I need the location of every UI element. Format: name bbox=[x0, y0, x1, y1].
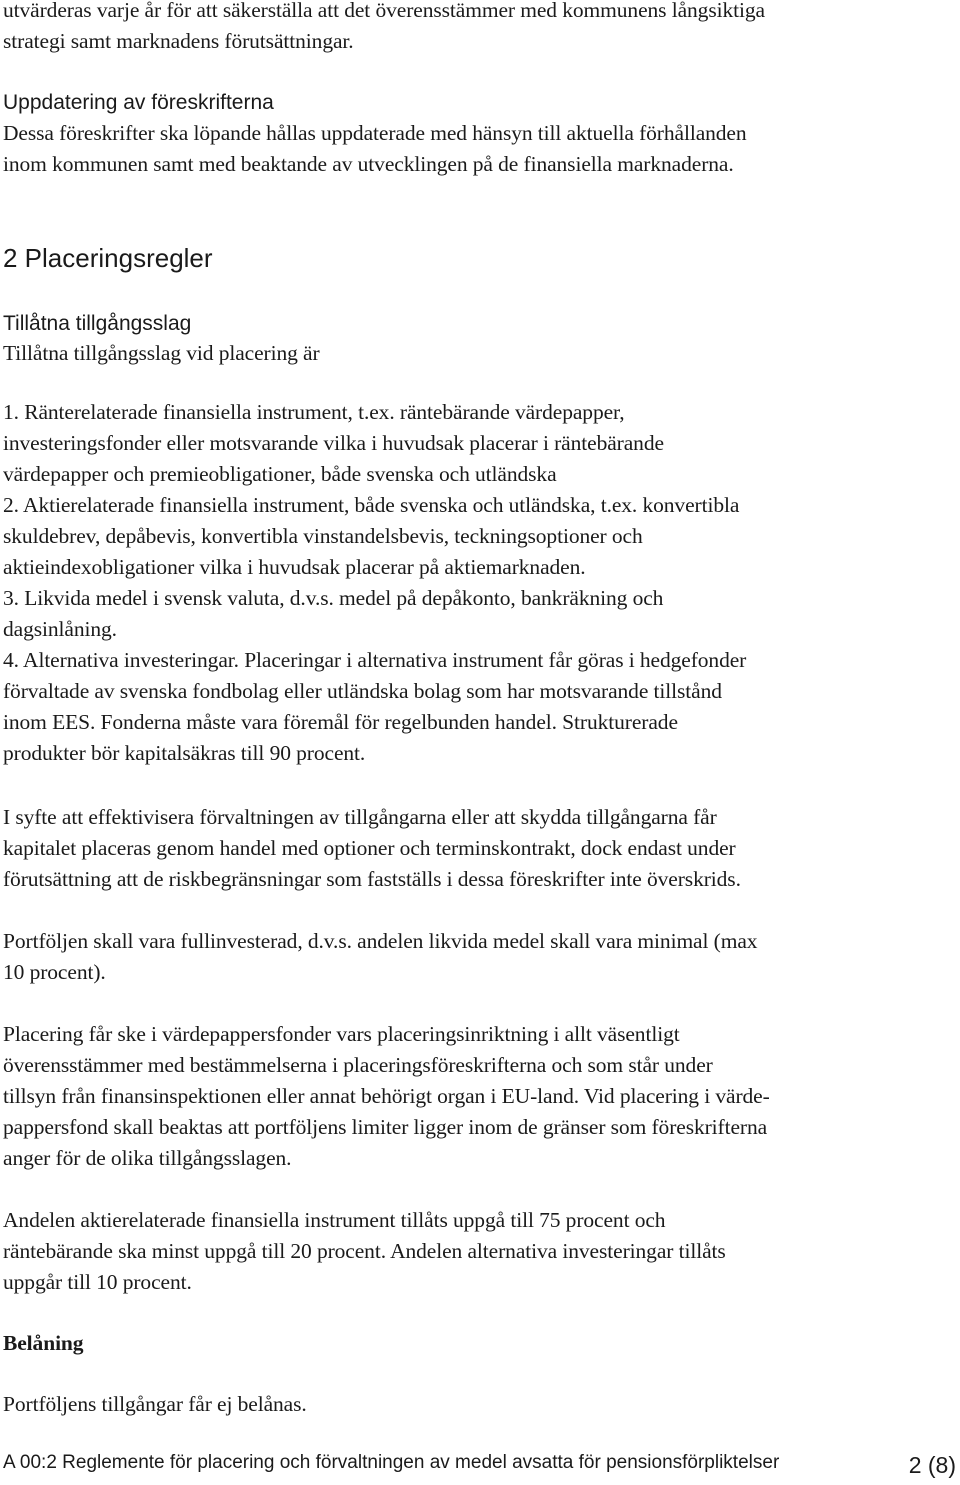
list-line: 3. Likvida medel i svensk valuta, d.v.s. medel på depåkonto, bankräkning och bbox=[3, 586, 664, 610]
list-line: värdepapper och premieobligationer, både svenska och utländska bbox=[3, 462, 557, 486]
derivatives-paragraph bbox=[3, 802, 958, 895]
paragraph-line: kapitalet placeras genom handel med optioner och terminskontrakt, dock endast under bbox=[3, 836, 736, 860]
list-line: 2. Aktierelaterade finansiella instrument, både svenska och utländska, t.ex. konvertibla bbox=[3, 493, 740, 517]
allocation-paragraph bbox=[3, 1205, 958, 1298]
list-line: förvaltade av svenska fondbolag eller utländska bolag som har motsvarande tillstånd bbox=[3, 679, 722, 703]
list-line: skuldebrev, depåbevis, konvertibla vinstandelsbevis, teckningsoptioner och bbox=[3, 524, 643, 548]
paragraph-line: Placering får ske i värdepappersfonder vars placeringsinriktning i allt väsentligt bbox=[3, 1022, 680, 1046]
belaning-text: Portföljens tillgångar får ej belånas. bbox=[3, 1392, 307, 1416]
asset-class-list bbox=[3, 397, 958, 769]
subheading: Tillåtna tillgångsslag bbox=[3, 312, 192, 335]
funds-paragraph bbox=[3, 1019, 958, 1174]
list-line: inom EES. Fonderna måste vara föremål för regelbunden handel. Strukturerade bbox=[3, 710, 678, 734]
intro-line: utvärderas varje år för att säkerställa att det överensstämmer med kommunens långsiktiga bbox=[3, 0, 765, 22]
section-intro: Tillåtna tillgångsslag vid placering är bbox=[3, 341, 320, 365]
paragraph-line: överensstämmer med bestämmelserna i placeringsföreskrifterna och som står under bbox=[3, 1053, 713, 1077]
paragraph-line: Portföljen skall vara fullinvesterad, d.v.s. andelen likvida medel skall vara minimal (max bbox=[3, 929, 758, 953]
page-number: 2 (8) bbox=[908, 1452, 956, 1478]
paragraph-line: tillsyn från finansinspektionen eller annat behörigt organ i EU-land. Vid placering i värde- bbox=[3, 1084, 770, 1108]
paragraph-line: I syfte att effektivisera förvaltningen av tillgångarna eller att skydda tillgångarna får bbox=[3, 805, 717, 829]
list-line: 4. Alternativa investeringar. Placeringar i alternativa instrument får göras i hedgefonder bbox=[3, 648, 747, 672]
belaning-heading: Belåning bbox=[3, 1331, 84, 1355]
paragraph-line: pappersfond skall beaktas att portföljens limiter ligger inom de gränser som föreskrifterna bbox=[3, 1115, 768, 1139]
update-heading: Uppdatering av föreskrifterna bbox=[3, 91, 274, 114]
intro-line: strategi samt marknadens förutsättningar. bbox=[3, 29, 354, 53]
liquidity-paragraph bbox=[3, 926, 958, 988]
list-line: investeringsfonder eller motsvarande vilka i huvudsak placerar i räntebärande bbox=[3, 431, 664, 455]
paragraph-line: Andelen aktierelaterade finansiella instrument tillåts uppgå till 75 procent och bbox=[3, 1208, 666, 1232]
paragraph-line: förutsättning att de riskbegränsningar som fastställs i dessa föreskrifter inte överskrids. bbox=[3, 867, 741, 891]
intro-paragraph bbox=[3, 0, 958, 57]
list-line: produkter bör kapitalsäkras till 90 procent. bbox=[3, 741, 366, 765]
paragraph-line: 10 procent). bbox=[3, 960, 106, 984]
list-line: aktieindexobligationer vilka i huvudsak placerar på aktiemarknaden. bbox=[3, 555, 586, 579]
paragraph-line: räntebärande ska minst uppgå till 20 procent. Andelen alternativa investeringar tillåts bbox=[3, 1239, 726, 1263]
list-line: 1. Ränterelaterade finansiella instrument, t.ex. räntebärande värdepapper, bbox=[3, 400, 625, 424]
list-line: dagsinlåning. bbox=[3, 617, 117, 641]
paragraph-line: anger för de olika tillgångsslagen. bbox=[3, 1146, 292, 1170]
paragraph-line: uppgår till 10 procent. bbox=[3, 1270, 192, 1294]
update-line: Dessa föreskrifter ska löpande hållas uppdaterade med hänsyn till aktuella förhållanden bbox=[3, 121, 747, 145]
footer-document-title: A 00:2 Reglemente för placering och förvaltningen av medel avsatta för pensionsförpliktelser bbox=[3, 1452, 780, 1473]
update-line: inom kommunen samt med beaktande av utvecklingen på de finansiella marknaderna. bbox=[3, 152, 734, 176]
update-paragraph bbox=[3, 118, 958, 180]
section-title: 2 Placeringsregler bbox=[3, 243, 213, 273]
